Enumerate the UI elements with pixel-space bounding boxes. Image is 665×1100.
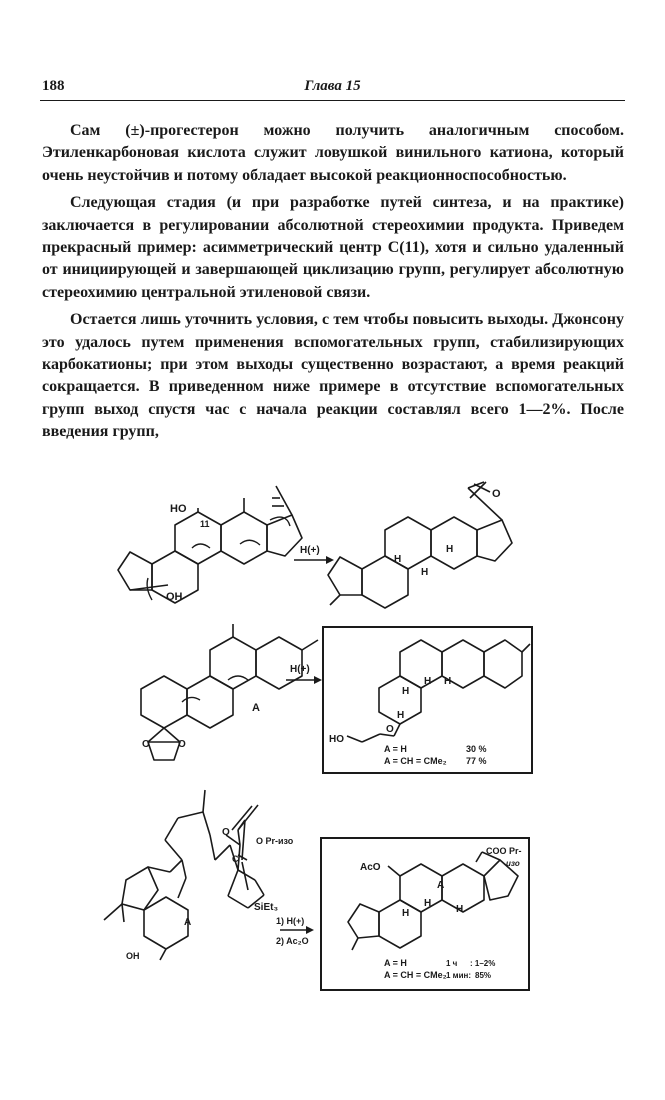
scheme-2-product-h-2: H bbox=[424, 676, 432, 687]
running-title: Глава 15 bbox=[304, 78, 361, 94]
scheme-3-reactant-structure bbox=[104, 790, 294, 961]
scheme-3-yield-table bbox=[384, 958, 495, 980]
scheme-1-reagent: H(+) bbox=[300, 545, 320, 556]
scheme-3-silyl-label: SiEt₃ bbox=[254, 902, 279, 913]
scheme-3-product-izo-label: изо bbox=[506, 859, 520, 868]
scheme-3-row-1-substituent: A = H bbox=[384, 958, 407, 968]
scheme-2-product-h-3: H bbox=[444, 676, 452, 687]
scheme-3-ester-label: O Pr-изо bbox=[256, 836, 294, 846]
scheme-3-product-structure bbox=[348, 846, 522, 950]
scheme-3-product-h-1: H bbox=[402, 908, 410, 919]
scheme-1-position-11-label: 11 bbox=[200, 519, 210, 529]
scheme-3-product-h-3: H bbox=[456, 904, 464, 915]
scheme-2-row-1-substituent: A = H bbox=[384, 744, 407, 754]
paragraph-1: Сам (±)-прогестерон можно получить аналогичным способом. Этиленкарбоновая кислота служит ловушкой винильного катиона, который очень неустойчив и потому обладает высокой реакционноспособностью. bbox=[42, 122, 624, 184]
scheme-2-product-ho-label: HO bbox=[329, 734, 344, 745]
scheme-1-product-structure bbox=[328, 482, 512, 608]
scheme-2-a-label: A bbox=[252, 702, 260, 714]
scheme-2-product-h-4: H bbox=[397, 710, 405, 721]
scheme-3-step-1: 1) H(+) bbox=[276, 916, 305, 926]
scheme-2-reactant-structure bbox=[141, 624, 318, 760]
scheme-3-a-label: A bbox=[184, 917, 192, 928]
scheme-1-product-h-1: H bbox=[394, 554, 402, 565]
scheme-2-reactant-oxygen-2: O bbox=[178, 739, 186, 750]
scheme-2 bbox=[141, 624, 532, 773]
scheme-1-ho-label: HO bbox=[170, 503, 187, 515]
scheme-1 bbox=[118, 482, 512, 608]
scheme-3-product-h-2: H bbox=[424, 898, 432, 909]
scheme-1-reaction-arrow bbox=[294, 545, 334, 564]
scheme-2-reaction-arrow bbox=[286, 664, 322, 684]
scheme-3-row-2-substituent: A = CH = CMe₂ bbox=[384, 970, 447, 980]
scheme-2-reagent: H(+) bbox=[290, 664, 310, 675]
scheme-3-row-1-yield: : 1–2% bbox=[470, 959, 496, 968]
scheme-1-product-h-2: H bbox=[421, 567, 429, 578]
scheme-3-product-box bbox=[321, 838, 529, 990]
scheme-2-row-2-substituent: A = CH = CMe₂ bbox=[384, 756, 447, 766]
scheme-3-row-1-time: 1 ч bbox=[446, 959, 458, 968]
scheme-2-product-structure bbox=[329, 640, 530, 745]
scheme-2-yield-table bbox=[384, 744, 487, 766]
scheme-2-product-oxygen-label: O bbox=[386, 724, 394, 735]
scheme-2-row-2-yield: 77 % bbox=[466, 756, 487, 766]
scheme-3-product-a-label: A bbox=[437, 880, 445, 891]
scheme-3 bbox=[104, 790, 529, 990]
scheme-3-product-ester-label: COO Pr- bbox=[486, 846, 522, 856]
scheme-3-row-2-time: 1 мин: bbox=[446, 971, 472, 980]
scheme-2-reactant-oxygen-1: O bbox=[142, 739, 150, 750]
paragraph-2: Следующая стадия (и при разработке путей синтеза, и на практике) заключается в регулировании абсолютной стереохимии продукта. Приведем прекрасный пример: асимметрический центр C(11), хотя и сильно удаленный от инициирующей и завершающей циклизацию групп, регулирует абсолютную стереохимию центральной этиленовой связи. bbox=[42, 194, 624, 301]
scheme-1-product-h-3: H bbox=[446, 544, 454, 555]
scheme-3-product-aco-label: AcO bbox=[360, 862, 381, 873]
scheme-3-ester-oxygen: O bbox=[222, 827, 230, 838]
scheme-2-product-box bbox=[323, 627, 532, 773]
scheme-3-row-2-yield: 85% bbox=[475, 971, 492, 980]
scheme-3-carbonyl-carbon: C bbox=[232, 854, 239, 864]
scheme-1-oh-label: OH bbox=[166, 591, 183, 603]
scheme-1-product-oxygen-label: O bbox=[492, 488, 501, 500]
scheme-3-step-2: 2) Ac₂O bbox=[276, 936, 309, 946]
scheme-3-oh-label: OH bbox=[126, 951, 140, 961]
scheme-3-reaction-arrow bbox=[276, 916, 314, 946]
paragraph-3: Остается лишь уточнить условия, с тем чтобы повысить выходы. Джонсону это удалось путем применения вспомогательных групп, стабилизирующих карбокатионы; при этом выходы существенно возрастают, а время реакций сокращается. В приведенном ниже примере в отсутствие вспомогательных групп выход спустя час с начала реакции составлял всего 1—2%. После введения групп, bbox=[42, 311, 624, 441]
scheme-2-product-h-1: H bbox=[402, 686, 410, 697]
scheme-1-reactant-structure bbox=[118, 486, 302, 603]
scheme-2-row-1-yield: 30 % bbox=[466, 744, 487, 754]
page-number: 188 bbox=[42, 78, 65, 94]
